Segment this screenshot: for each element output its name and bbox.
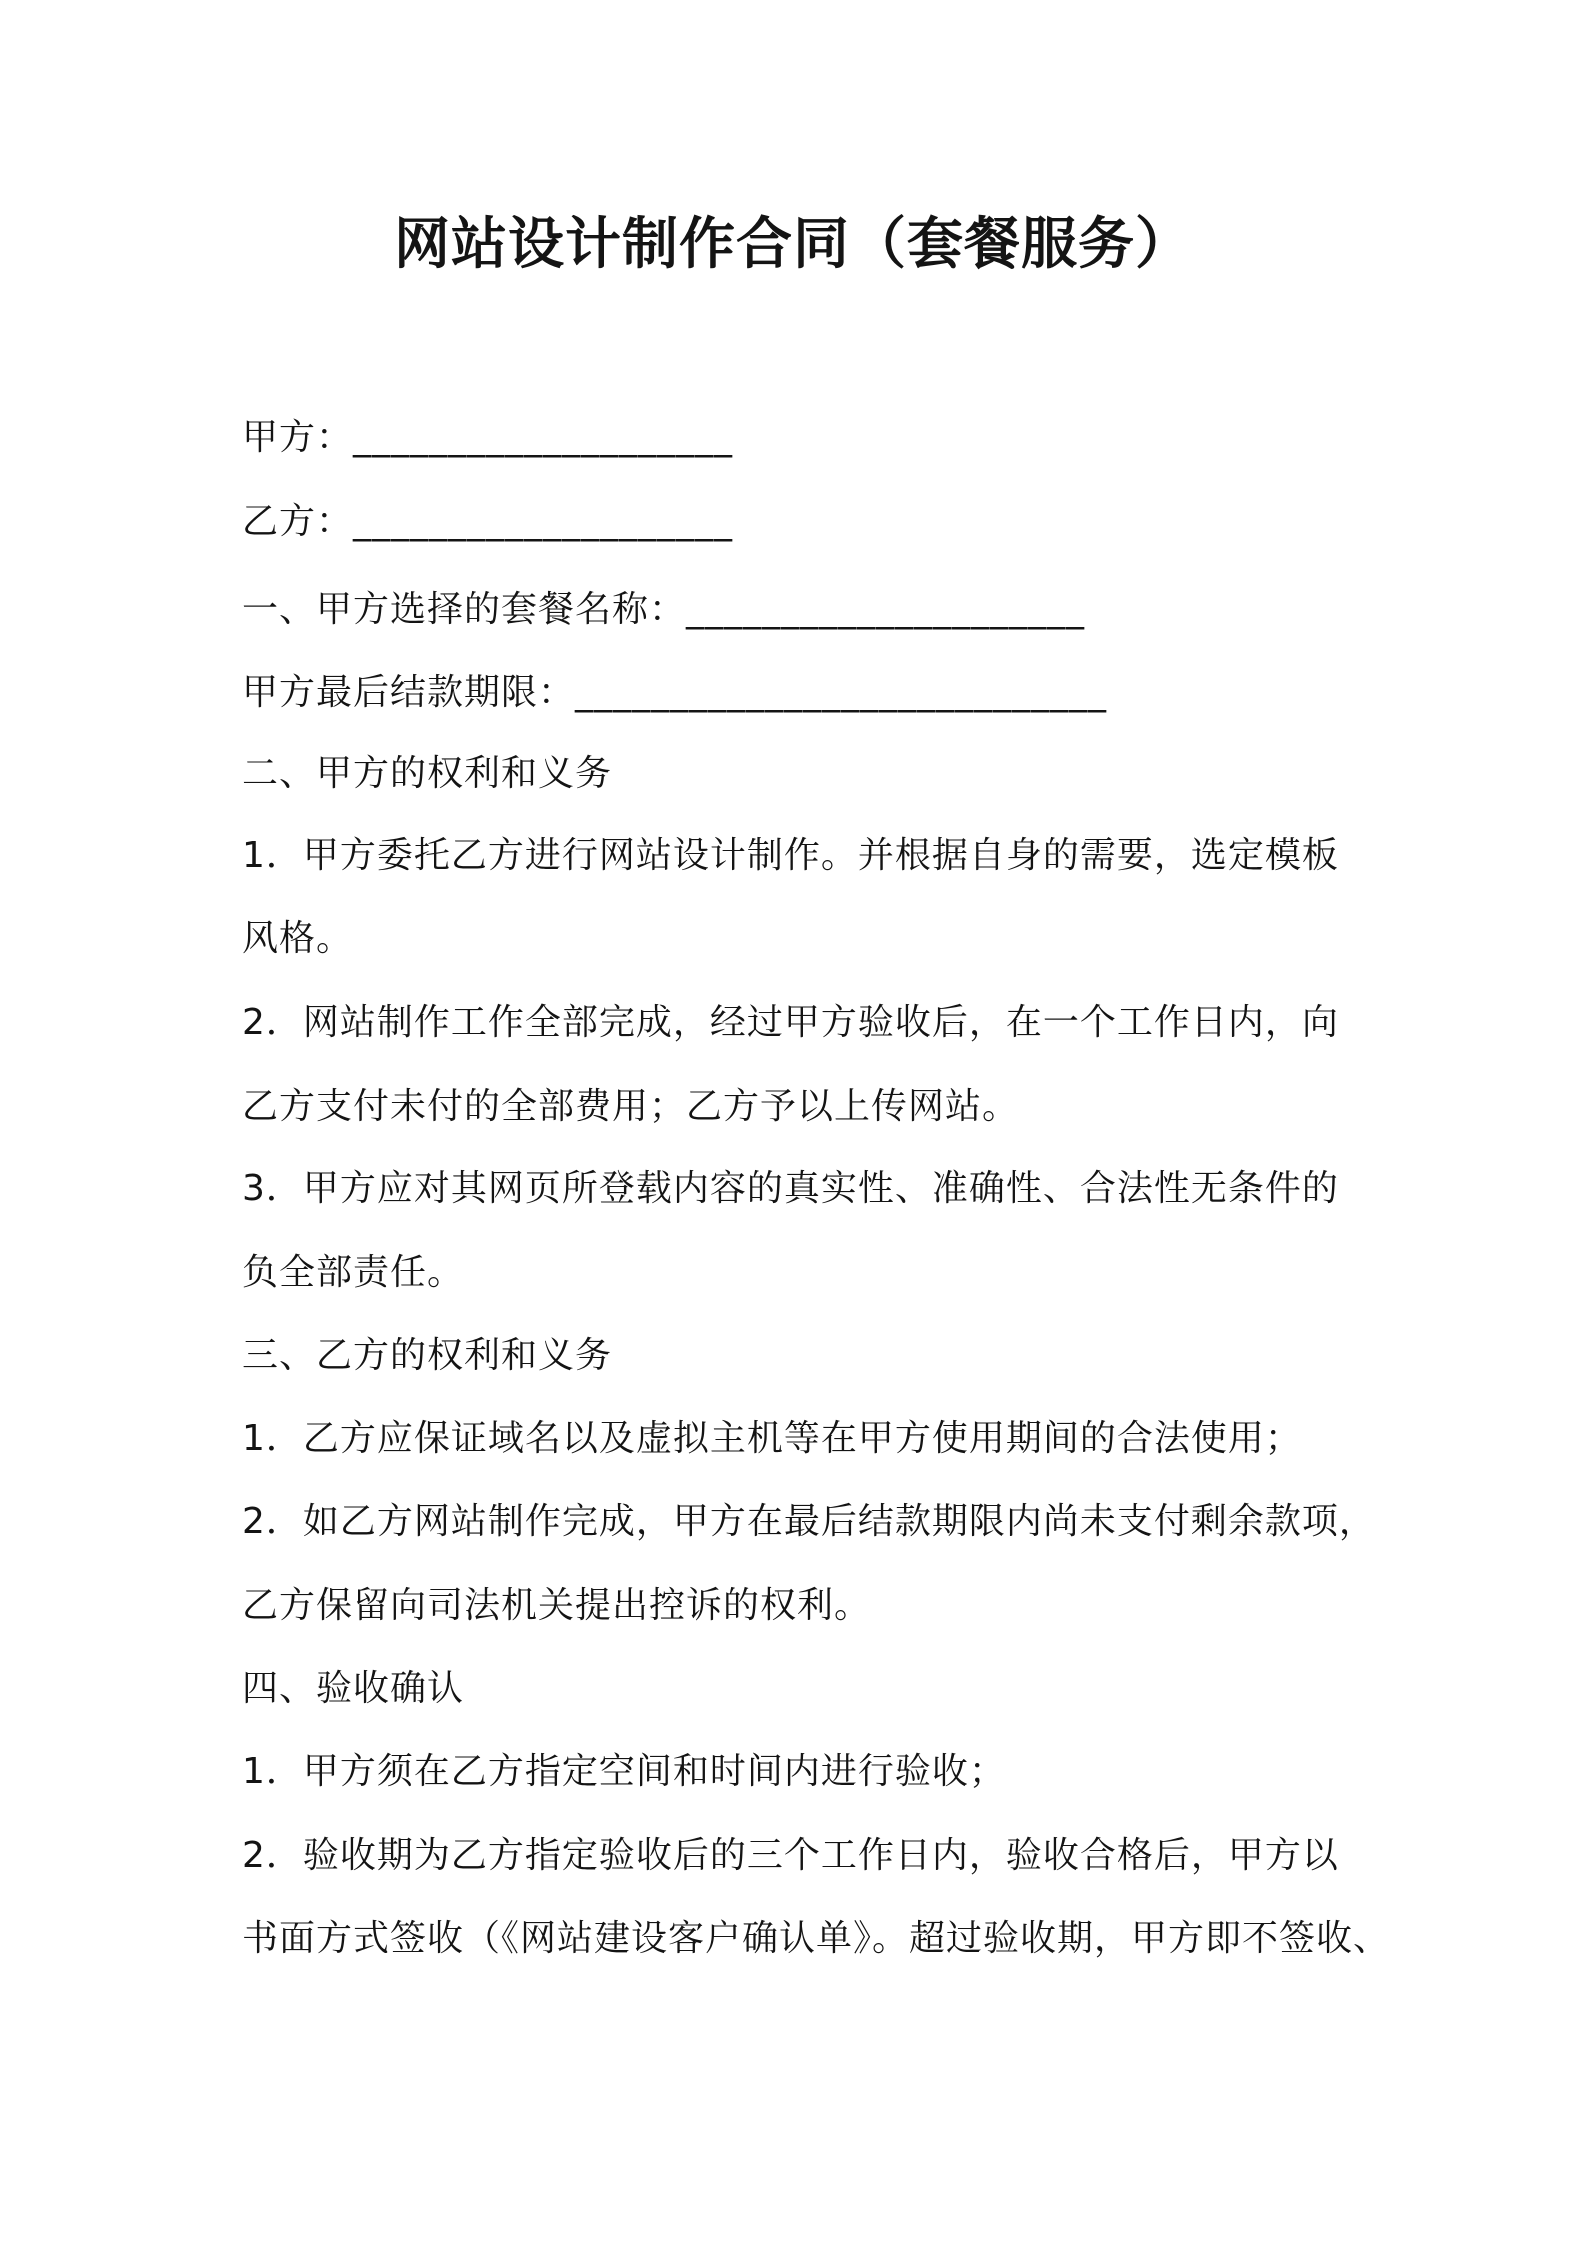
clause-line: 1．甲方须在乙方指定空间和时间内进行验收； xyxy=(242,1751,1006,1792)
clause-line: 1．甲方委托乙方进行网站设计制作。并根据自身的需要，选定模板 xyxy=(242,835,1339,876)
section-heading-party-a-rights: 二、甲方的权利和义务 xyxy=(242,753,613,794)
clause-line: 书面方式签收（《网站建设客户确认单》。超过验收期，甲方即不签收、 xyxy=(242,1918,1391,1959)
document-title: 网站设计制作合同（套餐服务） xyxy=(394,212,1192,277)
section-heading-party-b-rights: 三、乙方的权利和义务 xyxy=(242,1335,613,1376)
clause-line: 负全部责任。 xyxy=(242,1252,465,1293)
party-b-line: 乙方：____________________ xyxy=(242,501,734,542)
clause-line: 3．甲方应对其网页所登载内容的真实性、准确性、合法性无条件的 xyxy=(242,1168,1339,1209)
clause-line: 风格。 xyxy=(242,918,354,959)
clause-line: 1．乙方应保证域名以及虚拟主机等在甲方使用期间的合法使用； xyxy=(242,1418,1302,1459)
party-a-line: 甲方：____________________ xyxy=(242,417,734,458)
clause-line: 乙方保留向司法机关提出控诉的权利。 xyxy=(242,1585,872,1626)
package-name-line: 一、甲方选择的套餐名称：_____________________ xyxy=(242,589,1086,630)
clause-line: 2．网站制作工作全部完成，经过甲方验收后，在一个工作日内，向 xyxy=(242,1002,1339,1043)
payment-deadline-line: 甲方最后结款期限：____________________________ xyxy=(242,672,1108,713)
clause-line: 2．如乙方网站制作完成，甲方在最后结款期限内尚未支付剩余款项， xyxy=(242,1501,1376,1542)
section-heading-acceptance: 四、验收确认 xyxy=(242,1668,465,1709)
clause-line: 乙方支付未付的全部费用；乙方予以上传网站。 xyxy=(242,1086,1020,1127)
clause-line: 2．验收期为乙方指定验收后的三个工作日内，验收合格后，甲方以 xyxy=(242,1835,1339,1876)
